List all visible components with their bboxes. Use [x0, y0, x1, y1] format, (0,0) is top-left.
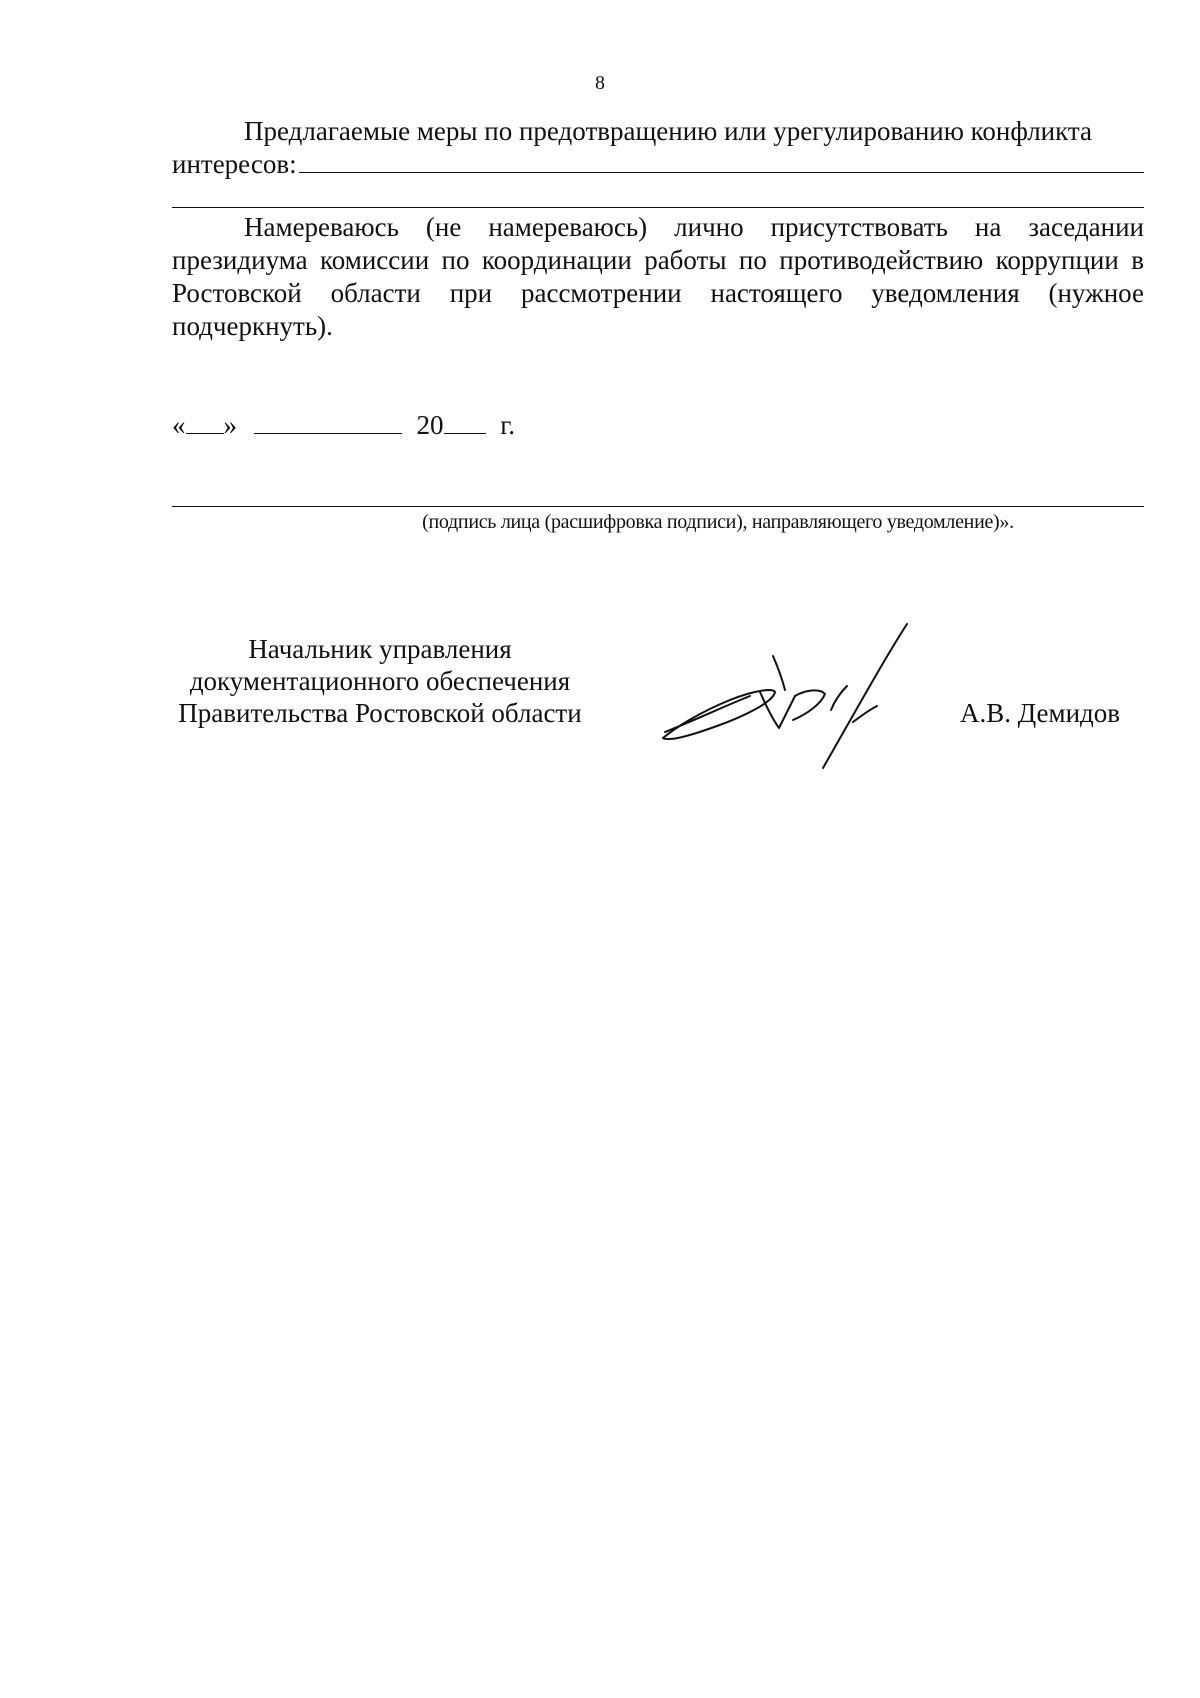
- signer-position-line-1: Начальник управления: [248, 634, 512, 664]
- date-row: [172, 409, 515, 442]
- signer-position-line-2: документационного обеспечения: [189, 666, 571, 696]
- date-open-quote: «: [172, 410, 186, 440]
- measures-fill-row: [172, 148, 1144, 181]
- signature-line: [172, 484, 1144, 507]
- measures-fill-line: [299, 150, 1144, 173]
- signer-position-line-3: Правительства Ростовской области: [178, 698, 582, 728]
- year-prefix: 20: [416, 410, 444, 440]
- date-close-quote: »: [223, 410, 237, 440]
- signer-position: [150, 633, 610, 729]
- year-suffix: г.: [500, 410, 516, 440]
- month-blank: [254, 411, 402, 434]
- handwritten-signature-icon: [655, 620, 955, 780]
- measures-label: интересов:: [172, 149, 297, 179]
- measures-paragraph: Предлагаемые меры по предотвращению или урегулированию конфликта: [244, 116, 1092, 146]
- signer-name: А.В. Демидов: [960, 698, 1121, 728]
- day-blank: [186, 411, 224, 434]
- year-blank: [444, 411, 486, 434]
- intent-paragraph: Намереваюсь (не намереваюсь) лично присутствовать на заседании президиума комиссии по координации работы по противодействию коррупции в Ростовской области при рассмотрении настоящего уведомления (нужное подчеркнуть).: [172, 212, 1144, 341]
- signature-caption: (подпись лица (расшифровка подписи), направляющего уведомление)».: [422, 511, 1014, 533]
- measures-second-line: [172, 185, 1144, 208]
- page-number: 8: [595, 72, 605, 94]
